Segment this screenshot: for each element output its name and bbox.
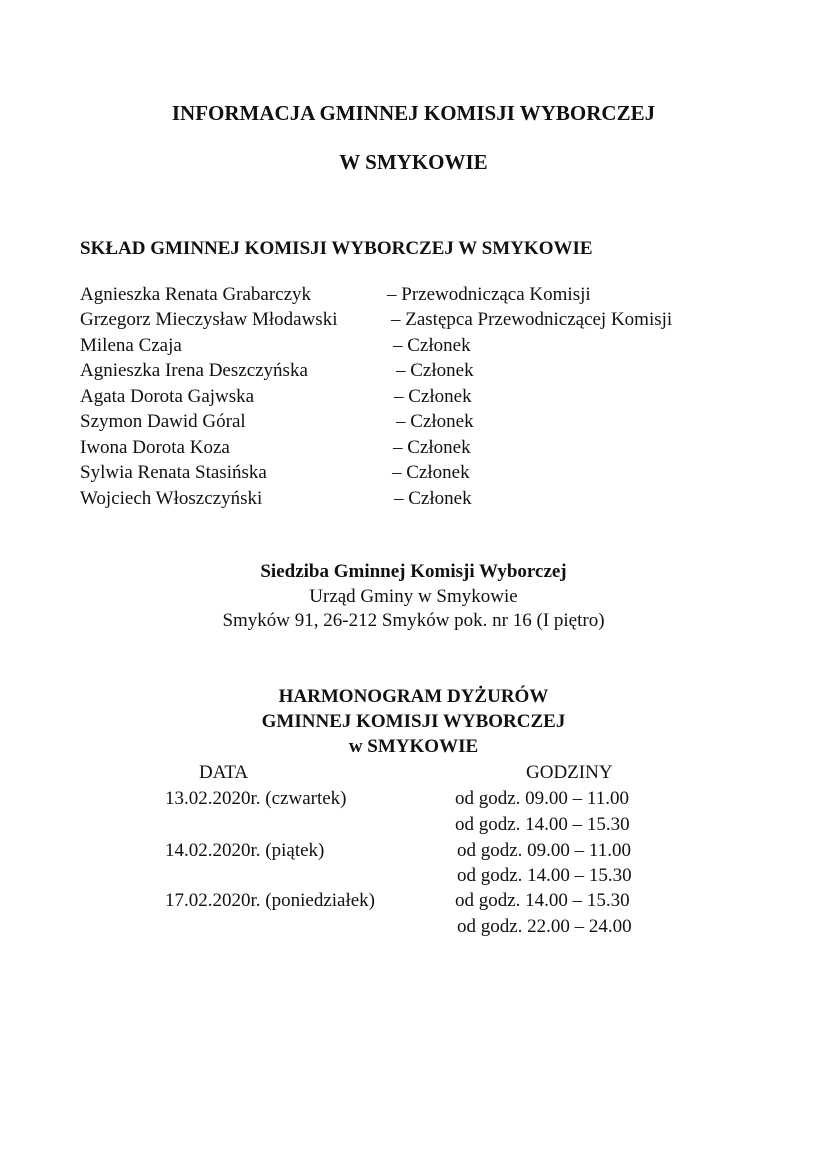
column-header-hours: GODZINY — [526, 762, 613, 783]
member-name: Iwona Dorota Koza — [80, 437, 230, 458]
schedule-hours: od godz. 14.00 – 15.30 — [455, 890, 630, 911]
member-role: – Członek — [396, 360, 474, 381]
member-name: Milena Czaja — [80, 335, 182, 356]
seat-address: Smyków 91, 26-212 Smyków pok. nr 16 (I piętro) — [222, 610, 605, 631]
member-name: Agnieszka Renata Grabarczyk — [80, 284, 312, 305]
schedule-heading-line3: w SMYKOWIE — [348, 736, 479, 757]
member-name: Agnieszka Irena Deszczyńska — [80, 360, 308, 381]
member-role: – Członek — [394, 488, 472, 509]
schedule-hours: od godz. 14.00 – 15.30 — [455, 814, 630, 835]
schedule-hours: od godz. 09.00 – 11.00 — [457, 840, 631, 861]
member-name: Grzegorz Mieczysław Młodawski — [80, 309, 338, 330]
member-role: – Członek — [396, 411, 474, 432]
document-title-line2: W SMYKOWIE — [339, 150, 488, 174]
schedule-date: 13.02.2020r. (czwartek) — [165, 788, 347, 809]
member-name: Sylwia Renata Stasińska — [80, 462, 267, 483]
member-name: Wojciech Włoszczyński — [80, 488, 263, 509]
seat-line1: Urząd Gminy w Smykowie — [309, 586, 518, 607]
seat-heading: Siedziba Gminnej Komisji Wyborczej — [260, 561, 567, 582]
schedule-hours: od godz. 14.00 – 15.30 — [457, 865, 632, 886]
column-header-date: DATA — [199, 762, 249, 783]
composition-heading: SKŁAD GMINNEJ KOMISJI WYBORCZEJ W SMYKOWIE — [80, 238, 593, 259]
member-role: – Członek — [393, 335, 471, 356]
member-role: – Członek — [393, 437, 471, 458]
schedule-date: 14.02.2020r. (piątek) — [165, 840, 325, 861]
schedule-heading-line2: GMINNEJ KOMISJI WYBORCZEJ — [261, 711, 566, 732]
document-title-line1: INFORMACJA GMINNEJ KOMISJI WYBORCZEJ — [171, 101, 656, 125]
member-role: – Członek — [394, 386, 472, 407]
schedule-hours: od godz. 09.00 – 11.00 — [455, 788, 629, 809]
member-role: – Przewodnicząca Komisji — [387, 284, 591, 305]
schedule-date: 17.02.2020r. (poniedziałek) — [165, 890, 376, 911]
member-name: Agata Dorota Gajwska — [80, 386, 255, 407]
member-role: – Zastępca Przewodniczącej Komisji — [391, 309, 673, 330]
schedule-hours: od godz. 22.00 – 24.00 — [457, 916, 632, 937]
member-name: Szymon Dawid Góral — [80, 411, 246, 432]
member-role: – Członek — [392, 462, 470, 483]
schedule-heading-line1: HARMONOGRAM DYŻURÓW — [278, 686, 549, 707]
